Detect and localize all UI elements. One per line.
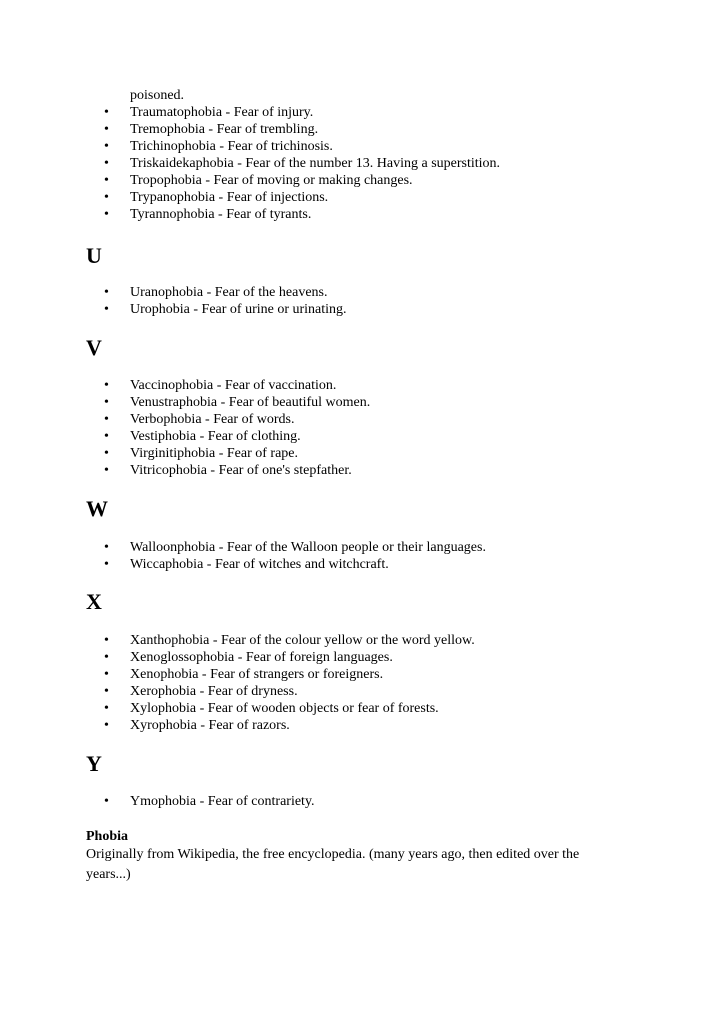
list-item: • Venustraphobia - Fear of beautiful women. — [0, 394, 640, 411]
section-heading-y: Y — [86, 751, 102, 776]
continued-text: poisoned. — [130, 88, 185, 103]
list-item: • Xanthophobia - Fear of the colour yellow or the word yellow. — [0, 632, 640, 649]
list-u — [0, 284, 640, 318]
list-item: • Walloonphobia - Fear of the Walloon people or their languages. — [0, 539, 640, 556]
list-item: • Xerophobia - Fear of dryness. — [0, 683, 640, 700]
list-item: • Virginitiphobia - Fear of rape. — [0, 445, 640, 462]
list-item: • Vestiphobia - Fear of clothing. — [0, 428, 640, 445]
list-item: • Tropophobia - Fear of moving or making changes. — [0, 172, 640, 189]
list-item: • Trypanophobia - Fear of injections. — [0, 189, 640, 206]
list-w — [0, 539, 640, 573]
list-item: • Ymophobia - Fear of contrariety. — [0, 793, 640, 810]
list-x — [0, 632, 640, 734]
list-item: • Uranophobia - Fear of the heavens. — [0, 284, 640, 301]
footer-title: Phobia — [86, 829, 129, 844]
list-item: • Verbophobia - Fear of words. — [0, 411, 640, 428]
list-item: • Vitricophobia - Fear of one's stepfather. — [0, 462, 640, 479]
footer-text: Originally from Wikipedia, the free encyclopedia. (many years ago, then edited over the years...) — [86, 847, 580, 882]
section-heading-x: X — [86, 589, 102, 614]
list-item: • Xenophobia - Fear of strangers or foreigners. — [0, 666, 640, 683]
list-item: • Triskaidekaphobia - Fear of the number 13. Having a superstition. — [0, 155, 640, 172]
section-heading-v: V — [86, 335, 102, 360]
list-t — [0, 104, 640, 223]
list-item: • Tremophobia - Fear of trembling. — [0, 121, 640, 138]
list-item: • Wiccaphobia - Fear of witches and witchcraft. — [0, 556, 640, 573]
list-item: • Xyrophobia - Fear of razors. — [0, 717, 640, 734]
list-item: • Trichinophobia - Fear of trichinosis. — [0, 138, 640, 155]
list-y — [0, 793, 640, 810]
section-heading-u: U — [86, 243, 102, 268]
list-item: • Xenoglossophobia - Fear of foreign languages. — [0, 649, 640, 666]
list-item: • Xylophobia - Fear of wooden objects or fear of forests. — [0, 700, 640, 717]
list-item: • Vaccinophobia - Fear of vaccination. — [0, 377, 640, 394]
list-item: • Urophobia - Fear of urine or urinating. — [0, 301, 640, 318]
list-v — [0, 377, 640, 479]
list-item: • Tyrannophobia - Fear of tyrants. — [0, 206, 640, 223]
list-item: • Traumatophobia - Fear of injury. — [0, 104, 640, 121]
section-heading-w: W — [86, 496, 108, 521]
